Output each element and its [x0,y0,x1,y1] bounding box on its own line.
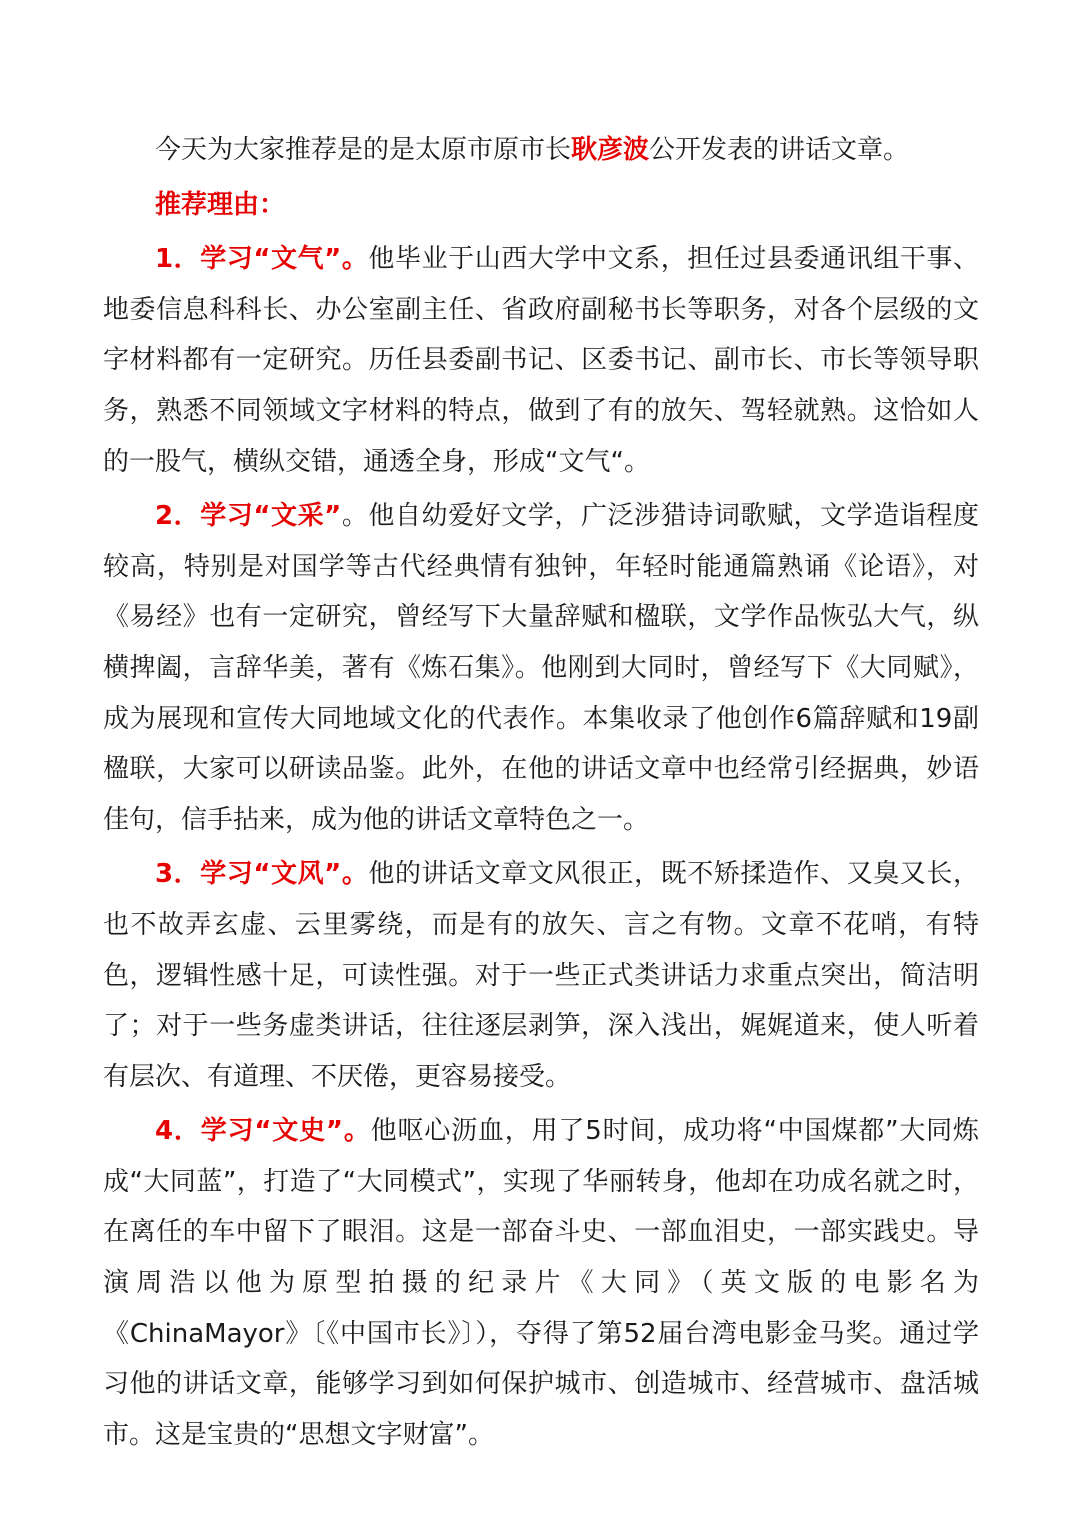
section-4-paragraph [103,1106,979,1460]
reasons-heading: 推荐理由： [155,189,286,220]
section-4-title: 4．学习“文史”。 [155,1116,371,1147]
section-1-paragraph [103,234,979,487]
section-3-paragraph [103,849,979,1102]
section-2-title: 2．学习“文采” [155,501,342,532]
section-2-body: 。他自幼爱好文学，广泛涉猎诗词歌赋，文学造诣程度较高，特别是对国学等古代经典情有独钟，年轻时能通篇熟诵《论语》，对《易经》也有一定研究，曾经写下大量辞赋和楹联，文学作品恢弘大气，纵横捭阖，言辞华美，著有《炼石集》。他刚到大同时，曾经写下《大同赋》，成为展现和宣传大同地域文化的代表作。本集收录了他创作6篇辞赋和19副楹联，大家可以研读品鉴。此外，在他的讲话文章中也经常引经据典，妙语佳句，信手拈来，成为他的讲话文章特色之一。 [103,501,979,835]
section-4-body: 他呕心沥血，用了5时间，成功将“中国煤都”大同炼成“大同蓝”，打造了“大同模式”，实现了华丽转身，他却在功成名就之时，在离任的车中留下了眼泪。这是一部奋斗史、一部血泪史，一部实践史。导演周浩以他为原型拍摄的纪录片《大同》（英文版的电影名为《ChinaMayor》〔《中国市长》〕），夺得了第52届台湾电影金马奖。通过学习他的讲话文章，能够学习到如何保护城市、创造城市、经营城市、盘活城市。这是宝贵的“思想文字财富”。 [103,1116,979,1450]
intro-text-after: 公开发表的讲话文章。 [649,135,910,165]
reasons-heading-paragraph [103,180,979,231]
section-3-body: 他的讲话文章文风很正，既不矫揉造作、又臭又长，也不故弄玄虚、云里雾绕，而是有的放矢、言之有物。文章不花哨，有特色，逻辑性感十足，可读性强。对于一些正式类讲话力求重点突出，简洁明了；对于一些务虚类讲话，往往逐层剥笋，深入浅出，娓娓道来，使人听着有层次、有道理、不厌倦，更容易接受。 [103,859,979,1092]
section-3-title: 3．学习“文风”。 [155,859,369,890]
intro-text-before: 今天为大家推荐是的是太原市原市长 [155,135,572,165]
intro-paragraph [103,125,979,176]
section-1-body: 他毕业于山西大学中文系，担任过县委通讯组干事、地委信息科科长、办公室副主任、省政府副秘书长等职务，对各个层级的文字材料都有一定研究。历任县委副书记、区委书记、副市长、市长等领导职务，熟悉不同领域文字材料的特点，做到了有的放矢、驾轻就熟。这恰如人的一股气，横纵交错，通透全身，形成“文气“。 [103,244,979,477]
document-page [103,125,979,1464]
section-2-paragraph [103,491,979,845]
highlighted-name: 耿彦波 [571,135,650,165]
section-1-title: 1．学习“文气”。 [155,244,369,275]
